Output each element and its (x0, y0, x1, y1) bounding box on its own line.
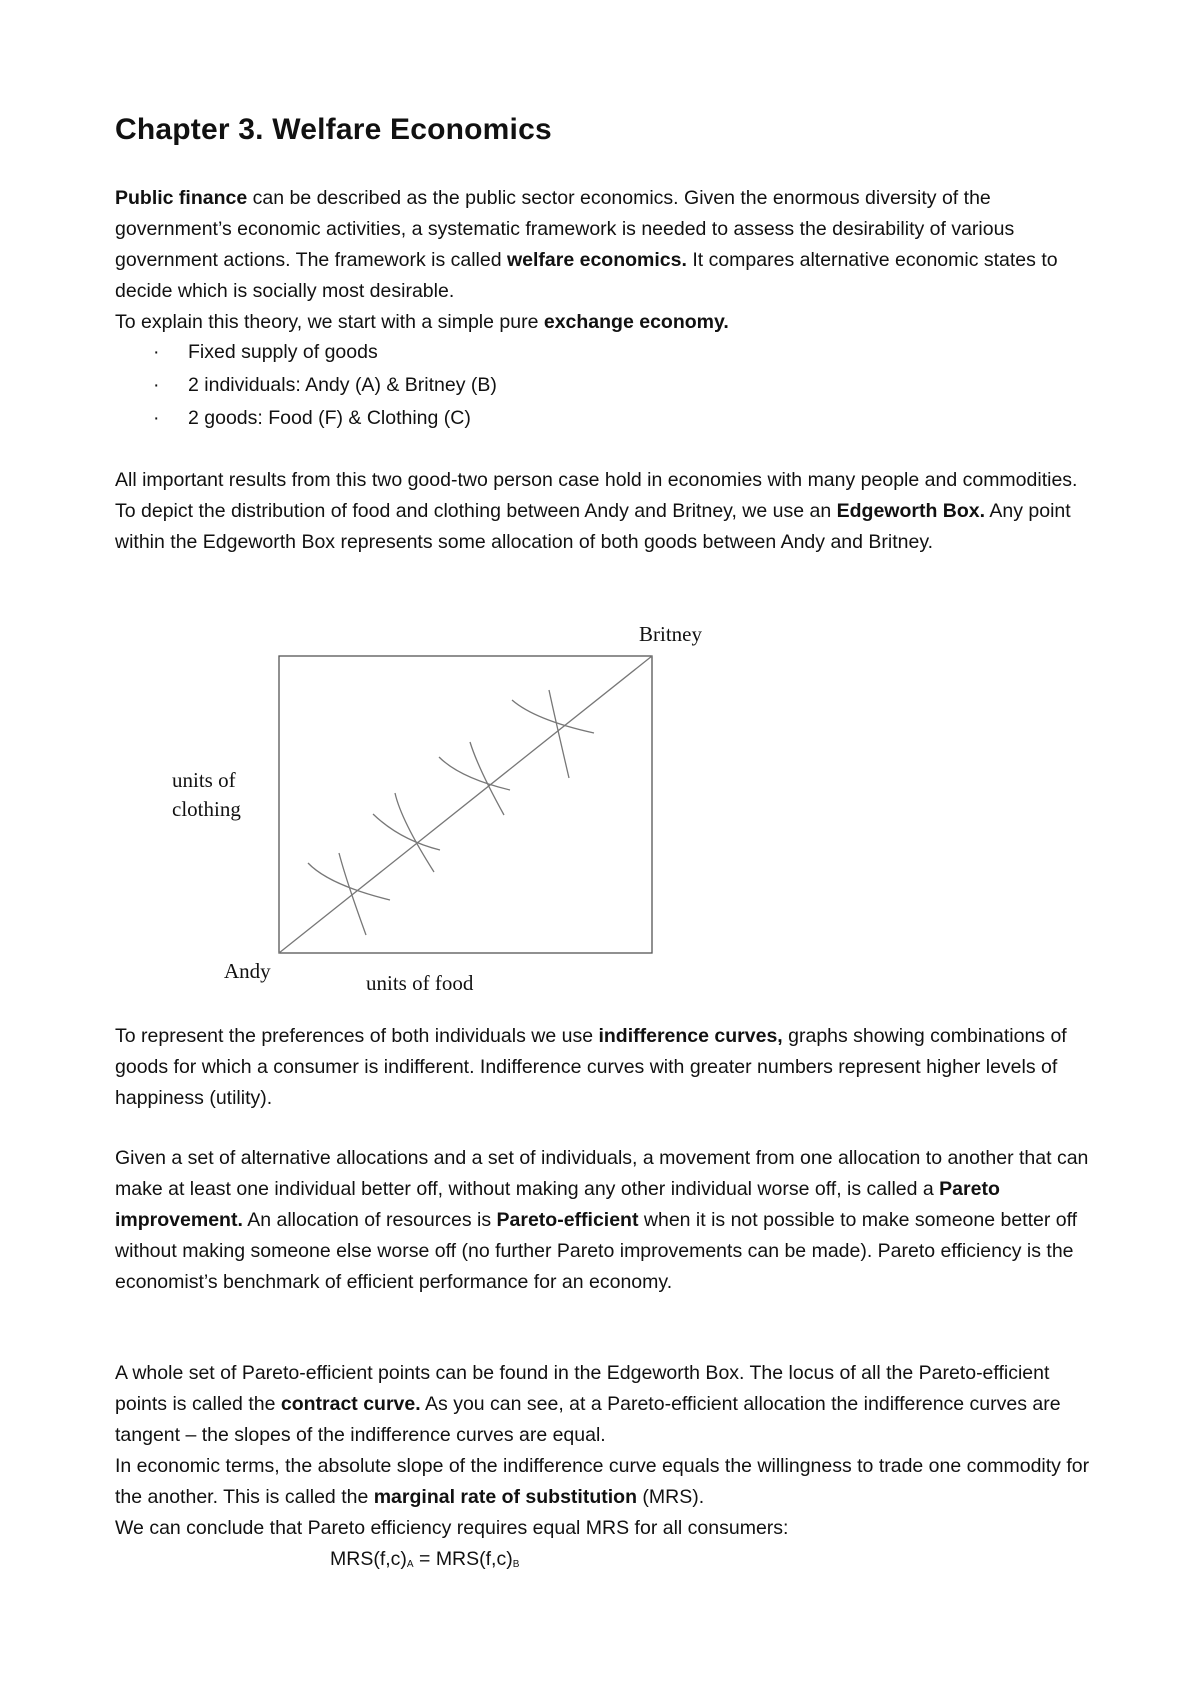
andy-indifference-curve (512, 700, 594, 733)
term-edgeworth-box: Edgeworth Box. (836, 500, 986, 522)
chapter-title: Chapter 3. Welfare Economics (115, 113, 552, 146)
term-mrs: marginal rate of substitution (373, 1486, 637, 1508)
list-item: · 2 individuals: Andy (A) & Britney (B) (115, 369, 497, 402)
bullet-icon: · (153, 407, 160, 429)
andy-indifference-curve (308, 863, 390, 900)
contract-curve (279, 656, 652, 953)
andy-label: Andy (224, 959, 271, 983)
britney-indifference-curve (339, 853, 366, 935)
andy-indifference-curve (373, 814, 440, 850)
term-pareto-improvement: Pareto improvement. (115, 1178, 1000, 1231)
y-axis-label-line2: clothing (172, 797, 241, 821)
list-item: · Fixed supply of goods (115, 336, 497, 369)
mrs-formula: $MRS(f,c)_A = MRS(f,c)_B$ (330, 1548, 520, 1570)
contract-curve-paragraph: A whole set of Pareto-efficient points can be found in the Edgeworth Box. The locus of all the Pareto-efficient points is called the contract curve. As you can see, at a Pareto-efficient allocation the indifference curves are tangent – the slopes of the indifference curves are equal. In economic terms, the absolute slope of the indifference curve equals the willingness to trade one commodity for the another. This is called the marginal rate of substitution (MRS). We can conclude that Pareto efficiency requires equal MRS for all consumers: (115, 1362, 1090, 1539)
explain-paragraph: To explain this theory, we start with a simple pure exchange economy. (115, 311, 729, 333)
bullet-icon: · (153, 341, 160, 363)
bullet-icon: · (153, 374, 160, 396)
britney-indifference-curve (470, 742, 504, 815)
assumption-list (115, 336, 497, 435)
term-public-finance: Public finance (115, 187, 248, 209)
results-paragraph: All important results from this two good-two person case hold in economies with many people and commodities. To depict the distribution of food and clothing between Andy and Britney, we use an Edgeworth Box. Any point within the Edgeworth Box represents some allocation of both goods between Andy and Britney. (115, 469, 1078, 553)
term-welfare-economics: welfare economics. (506, 249, 687, 271)
intro-paragraph: Public finance can be described as the public sector economics. Given the enormous diversity of the government’s economic activities, a systematic framework is needed to assess the desirability of various government actions. The framework is called welfare economics. It compares alternative economic states to decide which is socially most desirable. (115, 187, 1058, 302)
y-axis-label-line1: units of (172, 768, 236, 792)
andy-indifference-curve (439, 757, 510, 790)
indifference-curves (308, 690, 594, 935)
term-pareto-efficient: Pareto-efficient (496, 1209, 639, 1231)
edgeworth-box-frame (279, 656, 652, 953)
britney-label: Britney (639, 622, 702, 646)
britney-indifference-curve (395, 793, 434, 872)
term-indifference-curves: indifference curves, (598, 1025, 783, 1047)
x-axis-label: units of food (366, 971, 474, 995)
indifference-paragraph: To represent the preferences of both individuals we use indifference curves, graphs showing combinations of goods for which a consumer is indifferent. Indifference curves with greater numbers represent higher levels of happiness (utility). (115, 1025, 1067, 1109)
term-contract-curve: contract curve. (280, 1393, 421, 1415)
britney-indifference-curve (549, 690, 569, 778)
term-exchange-economy: exchange economy. (543, 311, 729, 333)
pareto-paragraph: Given a set of alternative allocations and a set of individuals, a movement from one allocation to another that can make at least one individual better off, without making any other individual worse off, is called a Pareto improvement. An allocation of resources is Pareto-efficient when it is not possible to make someone better off without making someone else worse off (no further Pareto improvements can be made). Pareto efficiency is the economist’s benchmark of efficient performance for an economy. (115, 1147, 1089, 1293)
list-item: · 2 goods: Food (F) & Clothing (C) (115, 402, 497, 435)
